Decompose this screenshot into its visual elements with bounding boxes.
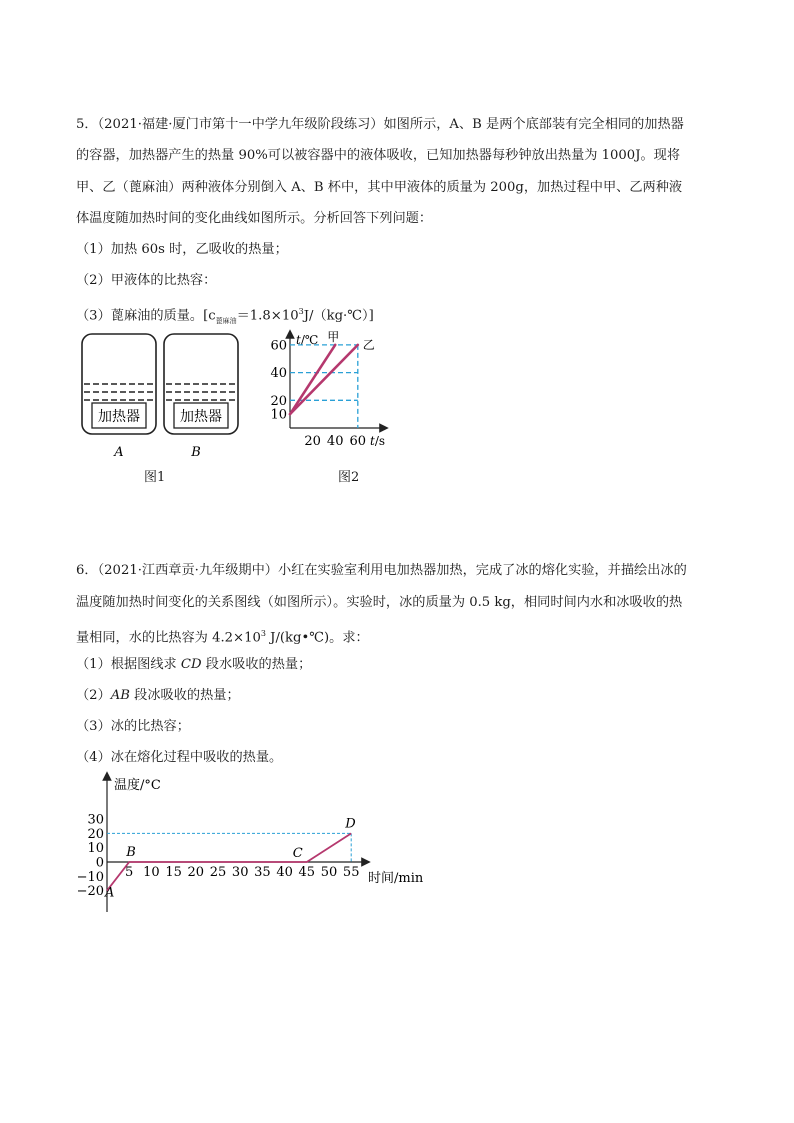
y-tick-label: 0 <box>95 855 104 871</box>
y-axis-label: 温度/°C <box>114 778 161 793</box>
x-tick-label: 35 <box>254 865 271 880</box>
x-axis-label: 时间/min <box>368 871 424 886</box>
q5-text-line-4: 体温度随加热时间的变化曲线如图所示。分析回答下列问题： <box>76 211 433 226</box>
point-label-d: D <box>345 816 356 832</box>
q6-sub-question-4: （4）冰在熔化过程中吸收的热量。 <box>76 750 283 765</box>
y-tick-label: 10 <box>270 407 287 423</box>
y-axis-label: t/℃ <box>296 333 319 347</box>
series-line-jia <box>290 345 335 414</box>
tick-labels <box>270 338 366 449</box>
q5-sub3-part-a: （3）蓖麻油的质量。[c <box>76 308 216 324</box>
q6-text-line-1: 6．（2021·江西章贡·九年级期中）小红在实验室利用电加热器加热，完成了冰的熔化实验，并描绘出冰的 <box>76 563 687 578</box>
q6-text-line-3 <box>76 625 369 647</box>
q5-sub-question-1: （1）加热 60s 时，乙吸收的热量； <box>76 242 288 257</box>
x-axis-label: t/s <box>370 434 386 448</box>
q5-sub3-part-b: ＝1.8×10 <box>236 308 299 324</box>
container-a-label: A <box>114 445 124 460</box>
x-tick-label: 10 <box>143 865 160 880</box>
q5-sub3-subscript: 蓖麻油 <box>215 317 237 326</box>
point-label-c: C <box>292 846 303 861</box>
q6-sub2-segment: AB <box>110 688 130 703</box>
guide-lines <box>290 345 358 428</box>
x-tick-label: 30 <box>231 865 249 880</box>
q6-sub-question-3: （3）冰的比热容； <box>76 719 190 734</box>
series-label-yi: 乙 <box>362 337 375 352</box>
y-tick-label: 40 <box>270 366 287 382</box>
x-tick-label: 60 <box>349 434 367 449</box>
x-tick-label: 20 <box>304 434 321 449</box>
q6-line3-superscript: 3 <box>260 629 266 638</box>
q6-sub1-part-a: （1）根据图线求 <box>76 657 181 672</box>
series-lines <box>290 345 358 414</box>
point-label-a: A <box>105 885 115 901</box>
q5-figure-1 <box>76 330 246 470</box>
figure-2-caption: 图2 <box>338 470 360 485</box>
q6-sub1-part-b: 段水吸收的热量； <box>201 657 312 672</box>
figure-1-caption: 图1 <box>144 470 166 485</box>
q5-sub3-superscript: 3 <box>298 307 304 316</box>
heater-a-label: 加热器 <box>98 409 140 425</box>
y-tick-label: 20 <box>87 826 104 842</box>
x-tick-label: 45 <box>298 865 316 880</box>
q6-sub-question-1 <box>76 656 311 674</box>
series-line-yi <box>290 345 358 414</box>
q6-line3-part-b: J/(kg•℃)。求： <box>265 630 369 646</box>
y-tick-label: 60 <box>270 338 287 354</box>
series-label-jia: 甲 <box>327 329 340 344</box>
container-b-label: B <box>191 445 201 460</box>
x-tick-label: 40 <box>276 865 293 880</box>
q5-text-line-3: 甲、乙（蓖麻油）两种液体分别倒入 A、B 杯中，其中甲液体的质量为 200g，加热过程中甲、乙两种液 <box>76 180 683 195</box>
y-tick-label: 30 <box>87 812 104 828</box>
q6-temperature-graph <box>70 770 440 920</box>
y-tick-label: 10 <box>87 841 104 857</box>
x-tick-label: 55 <box>342 865 360 880</box>
y-tick-label: −20 <box>76 884 104 900</box>
x-tick-label: 5 <box>125 865 134 880</box>
x-tick-label: 50 <box>320 865 338 880</box>
q5-sub3-part-c: J/（kg·℃）] <box>303 308 374 324</box>
q6-sub-question-2 <box>76 687 240 705</box>
x-tick-label: 20 <box>187 865 205 880</box>
q6-sub2-part-a: （2） <box>76 688 111 703</box>
y-tick-label: 20 <box>270 393 287 409</box>
q6-line3-part-a: 量相同，水的比热容为 4.2×10 <box>76 630 261 646</box>
x-tick-label: 25 <box>209 865 227 880</box>
q5-sub-question-3 <box>76 303 374 330</box>
q5-figure-2-chart <box>262 328 412 456</box>
q5-sub-question-2: （2）甲液体的比热容： <box>76 273 217 288</box>
x-tick-label: 40 <box>326 434 344 449</box>
heater-b-label: 加热器 <box>180 409 222 425</box>
point-label-b: B <box>126 845 136 860</box>
x-tick-label: 15 <box>165 865 182 880</box>
q5-text-line-1: 5．（2021·福建·厦门市第十一中学九年级阶段练习）如图所示，A、B 是两个底部装有完全相同的加热器 <box>76 117 684 132</box>
y-tick-label: −10 <box>76 869 104 885</box>
q6-text-line-2: 温度随加热时间变化的关系图线（如图所示）。实验时，冰的质量为 0.5 kg，相同时间内水和冰吸收的热 <box>76 595 683 610</box>
q6-sub2-part-b: 段冰吸收的热量； <box>129 688 240 703</box>
q6-sub1-segment: CD <box>180 657 202 672</box>
q5-text-line-2: 的容器，加热器产生的热量 90%可以被容器中的液体吸收，已知加热器每秒钟放出热量为 1000J。现将 <box>76 148 681 163</box>
